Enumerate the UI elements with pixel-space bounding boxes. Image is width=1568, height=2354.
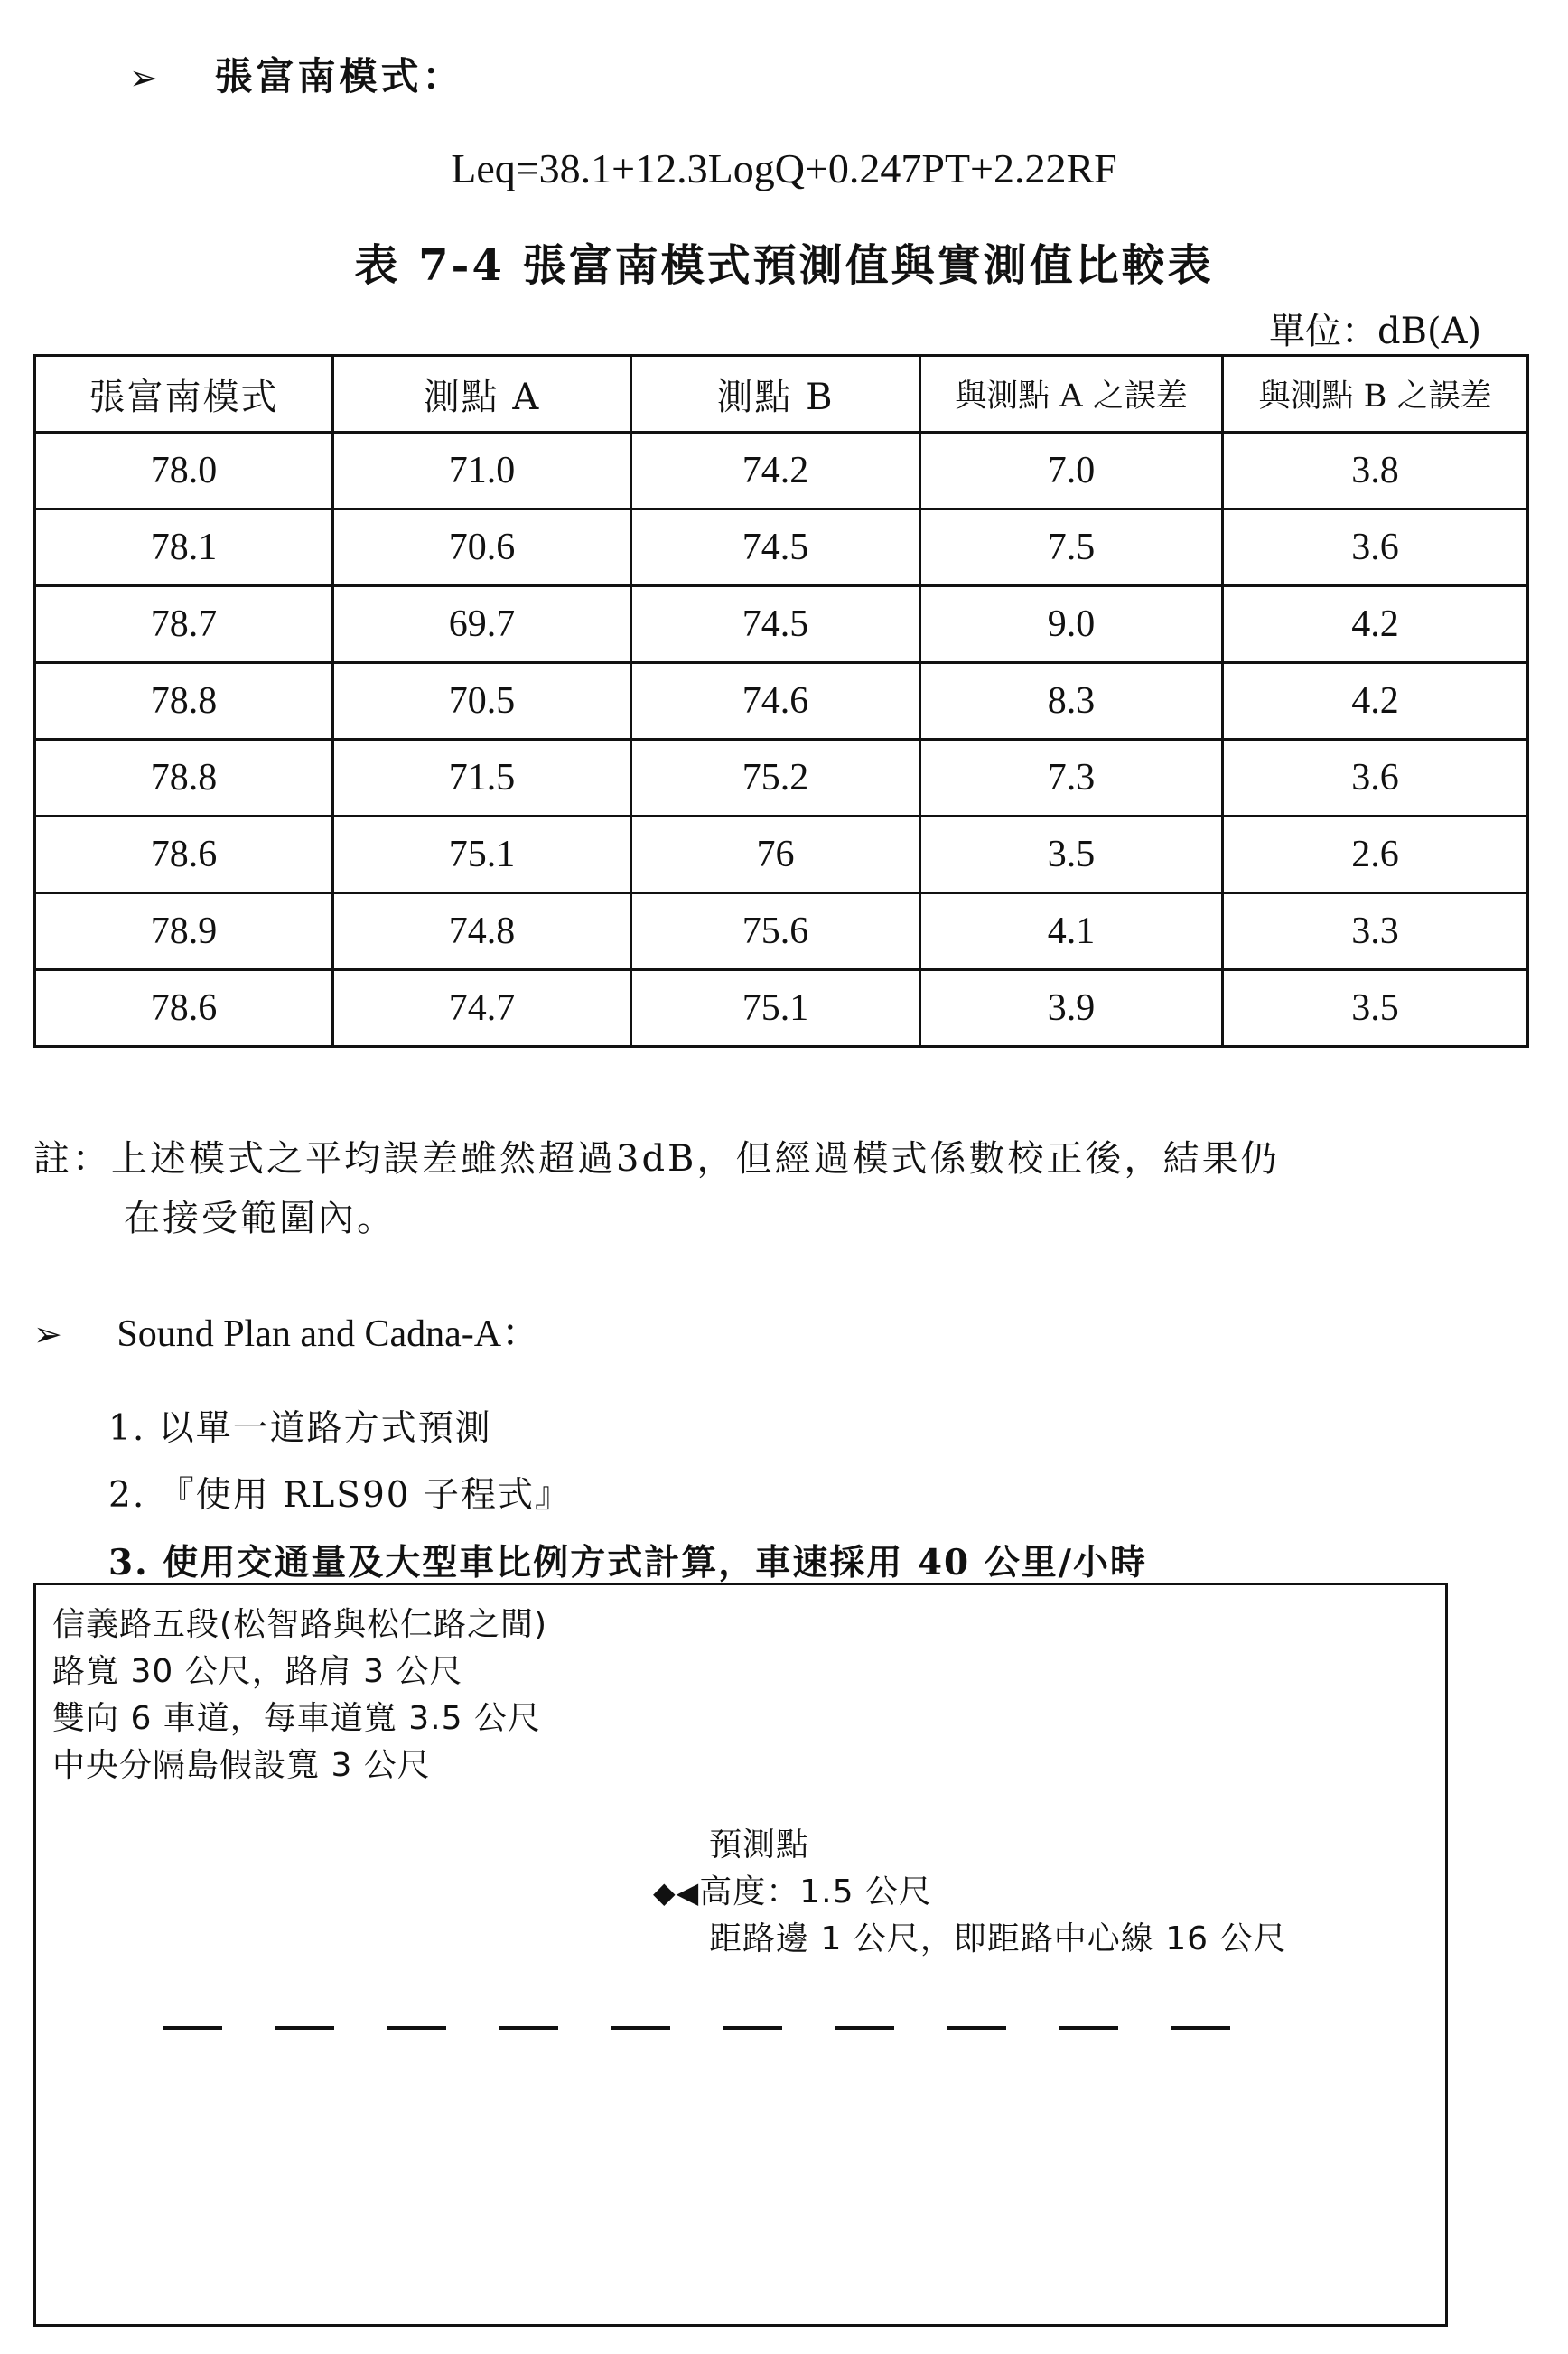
cell-error-a: 9.0 bbox=[920, 586, 1223, 663]
road-dash bbox=[387, 2026, 446, 2030]
step-item: 3. 使用交通量及大型車比例方式計算，車速採用 40 公里/小時 bbox=[108, 1542, 1147, 1583]
cell-error-b: 3.5 bbox=[1223, 970, 1528, 1047]
cell-error-a: 7.0 bbox=[920, 433, 1223, 509]
table-row bbox=[35, 817, 1528, 893]
prediction-marker-icon: ◆◀ bbox=[653, 1875, 700, 1910]
table-row bbox=[35, 663, 1528, 740]
road-description-line: 信義路五段(松智路與松仁路之間) bbox=[52, 1606, 548, 1643]
cell-point-a: 74.7 bbox=[333, 970, 631, 1047]
col-header-point-b: 測點 B bbox=[631, 356, 920, 433]
cell-error-b: 3.8 bbox=[1223, 433, 1528, 509]
cell-point-b: 74.5 bbox=[631, 586, 920, 663]
prediction-height: 高度：1.5 公尺 bbox=[699, 1873, 932, 1910]
cell-model: 78.7 bbox=[35, 586, 333, 663]
prediction-point-label bbox=[653, 1822, 1287, 1963]
cell-error-b: 3.6 bbox=[1223, 509, 1528, 586]
cell-error-a: 7.3 bbox=[920, 740, 1223, 817]
cell-point-b: 74.2 bbox=[631, 433, 920, 509]
model-formula: Leq=38.1+12.3LogQ+0.247PT+2.22RF bbox=[451, 145, 1117, 191]
arrow-bullet-icon: ➢ bbox=[33, 1314, 62, 1354]
table-row bbox=[35, 509, 1528, 586]
cell-point-b: 75.6 bbox=[631, 893, 920, 970]
road-description-line: 雙向 6 車道，每車道寬 3.5 公尺 bbox=[52, 1700, 541, 1737]
cell-model: 78.6 bbox=[35, 817, 333, 893]
section-heading-text: 張富南模式： bbox=[214, 54, 464, 98]
road-description-line: 路寬 30 公尺，路肩 3 公尺 bbox=[52, 1653, 463, 1690]
table-row bbox=[35, 586, 1528, 663]
road-dash bbox=[947, 2026, 1006, 2030]
road-dash bbox=[163, 2026, 222, 2030]
arrow-bullet-icon: ➢ bbox=[129, 58, 162, 98]
prediction-height-row bbox=[653, 1869, 1287, 1916]
cell-point-b: 75.2 bbox=[631, 740, 920, 817]
road-diagram-box bbox=[33, 1583, 1448, 2327]
cell-model: 78.9 bbox=[35, 893, 333, 970]
cell-error-a: 4.1 bbox=[920, 893, 1223, 970]
col-header-error-a: 與測點 A 之誤差 bbox=[920, 356, 1223, 433]
col-header-point-a: 測點 A bbox=[333, 356, 631, 433]
table-header-row bbox=[35, 356, 1528, 433]
cell-point-a: 69.7 bbox=[333, 586, 631, 663]
cell-model: 78.8 bbox=[35, 740, 333, 817]
table-row bbox=[35, 893, 1528, 970]
cell-error-b: 4.2 bbox=[1223, 586, 1528, 663]
road-dash bbox=[1171, 2026, 1230, 2030]
section-heading-soundplan bbox=[33, 1303, 539, 1358]
cell-model: 78.0 bbox=[35, 433, 333, 509]
cell-error-a: 3.5 bbox=[920, 817, 1223, 893]
cell-point-a: 70.6 bbox=[333, 509, 631, 586]
table-unit: 單位：dB(A) bbox=[1269, 311, 1482, 352]
road-dash bbox=[499, 2026, 558, 2030]
table-row bbox=[35, 970, 1528, 1047]
cell-model: 78.6 bbox=[35, 970, 333, 1047]
col-header-error-b: 與測點 B 之誤差 bbox=[1223, 356, 1528, 433]
note-line-1: 註：上述模式之平均誤差雖然超過3dB，但經過模式係數校正後，結果仍 bbox=[33, 1138, 1280, 1180]
cell-error-b: 2.6 bbox=[1223, 817, 1528, 893]
note-line-2: 在接受範圍內。 bbox=[124, 1198, 396, 1239]
cell-point-b: 75.1 bbox=[631, 970, 920, 1047]
cell-point-a: 71.0 bbox=[333, 433, 631, 509]
road-dash bbox=[835, 2026, 894, 2030]
road-dash bbox=[1059, 2026, 1118, 2030]
cell-model: 78.1 bbox=[35, 509, 333, 586]
section-heading-zhang-model bbox=[129, 47, 463, 101]
comparison-table bbox=[33, 354, 1529, 1048]
road-centerline-dashes bbox=[163, 2026, 1265, 2032]
cell-point-a: 74.8 bbox=[333, 893, 631, 970]
cell-error-b: 3.6 bbox=[1223, 740, 1528, 817]
method-steps bbox=[108, 1396, 1147, 1596]
road-dash bbox=[275, 2026, 334, 2030]
cell-error-a: 8.3 bbox=[920, 663, 1223, 740]
cell-error-b: 4.2 bbox=[1223, 663, 1528, 740]
table-row bbox=[35, 740, 1528, 817]
table-title: 表 7-4 張富南模式預測值與實測值比較表 bbox=[354, 240, 1214, 291]
step-item: 1. 以單一道路方式預測 bbox=[108, 1408, 492, 1449]
table-row bbox=[35, 433, 1528, 509]
road-dash bbox=[611, 2026, 670, 2030]
cell-error-b: 3.3 bbox=[1223, 893, 1528, 970]
cell-point-b: 74.5 bbox=[631, 509, 920, 586]
cell-point-b: 74.6 bbox=[631, 663, 920, 740]
step-item: 2. 『使用 RLS90 子程式』 bbox=[108, 1475, 573, 1516]
table-note bbox=[33, 1129, 1279, 1248]
cell-point-b: 76 bbox=[631, 817, 920, 893]
cell-point-a: 75.1 bbox=[333, 817, 631, 893]
cell-point-a: 70.5 bbox=[333, 663, 631, 740]
prediction-point-title: 預測點 bbox=[709, 1826, 810, 1864]
prediction-distance: 距路邊 1 公尺，即距路中心線 16 公尺 bbox=[709, 1920, 1287, 1957]
road-description bbox=[52, 1602, 547, 1789]
cell-model: 78.8 bbox=[35, 663, 333, 740]
cell-point-a: 71.5 bbox=[333, 740, 631, 817]
col-header-model: 張富南模式 bbox=[35, 356, 333, 433]
cell-error-a: 3.9 bbox=[920, 970, 1223, 1047]
section-heading-text: Sound Plan and Cadna-A： bbox=[117, 1313, 540, 1355]
road-description-line: 中央分隔島假設寬 3 公尺 bbox=[52, 1747, 431, 1784]
road-dash bbox=[723, 2026, 782, 2030]
cell-error-a: 7.5 bbox=[920, 509, 1223, 586]
